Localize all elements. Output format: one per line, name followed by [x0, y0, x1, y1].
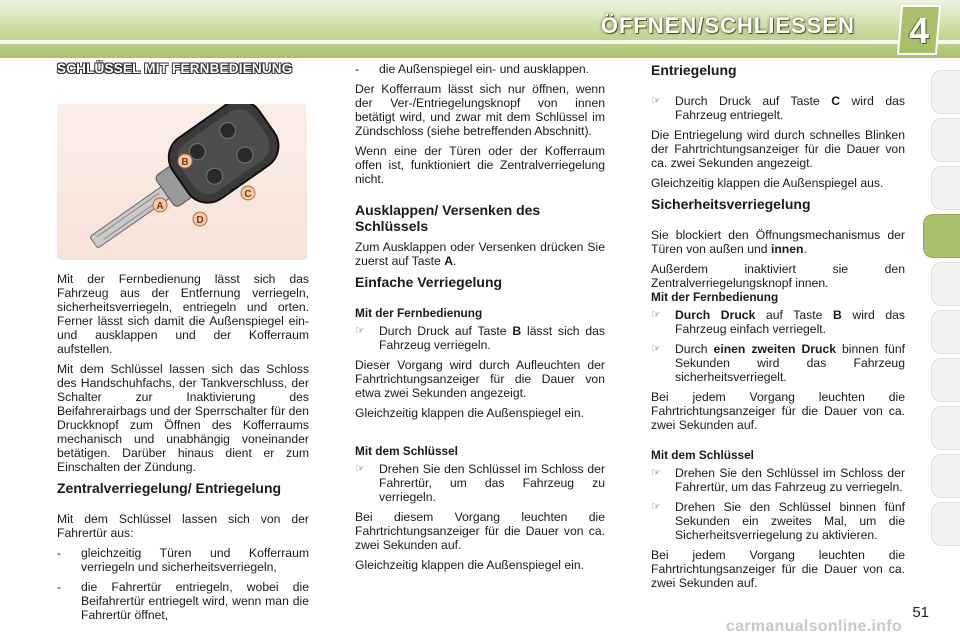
chapter-badge: [896, 4, 942, 56]
chapter-tab-9[interactable]: [931, 454, 960, 498]
list-item: ☞ Drehen Sie den Schlüssel im Schloss der Fahrertür, um das Fahrzeug zu verriegeln.: [355, 462, 605, 504]
chapter-tab-5[interactable]: [931, 262, 960, 306]
list-item: ☞ Durch Druck auf Taste B lässt sich das Fahrzeug verriegeln.: [355, 324, 606, 352]
figure-label-a: A: [156, 201, 164, 212]
list-item: - die Außenspiegel ein- und ausklappen.: [355, 62, 590, 76]
chapter-tab-4-active[interactable]: [923, 214, 960, 258]
fb-paragraph-2: Gleichzeitig klappen die Außenspiegel ein.: [355, 406, 585, 420]
hand-pointer-icon: ☞: [355, 325, 365, 337]
kofferraum-paragraph: Der Kofferraum lässt sich nur öffnen, wenn der Ver-/Entriegelungsknopf von innen betätigt wird, und zwar mit dem Schlüssel im Zündschloss (siehe betreffenden Abschnitt).: [355, 82, 605, 138]
ausklappen-heading: Ausklappen/ Versenken des Schlüssels: [355, 202, 541, 234]
sv-paragraph-1: Sie blockiert den Öffnungsmechanismus der Türen von außen und innen.: [651, 228, 905, 256]
hand-pointer-icon: ☞: [651, 343, 661, 355]
page-number: 51: [912, 604, 929, 621]
list-item: - die Fahrertür entriegeln, wobei die Beifahrertür entriegelt wird, wenn man die Fahrertür öffnet,: [57, 580, 309, 622]
chapter-tab-2[interactable]: [931, 118, 960, 162]
sv-paragraph-2: Außerdem inaktiviert sie den Zentralverriegelungsknopf innen.: [651, 262, 905, 290]
hand-pointer-icon: ☞: [651, 501, 661, 513]
hand-pointer-icon: ☞: [651, 309, 661, 321]
zv-note-paragraph: Wenn eine der Türen oder der Kofferraum offen ist, funktioniert die Zentralverriegelung nicht.: [355, 144, 605, 186]
fb-subheading: Mit der Fernbedienung: [355, 306, 483, 320]
watermark: carmanualsonline.info: [725, 618, 902, 635]
sv-schl-subheading: Mit dem Schlüssel: [651, 448, 754, 462]
header-stripe: [0, 40, 960, 44]
ausklappen-paragraph: Zum Ausklappen oder Versenken drücken Sie zuerst auf Taste A.: [355, 240, 605, 268]
fb-paragraph-1: Dieser Vorgang wird durch Aufleuchten der Fahrtrichtungsanzeiger für die Dauer von etwa zwei Sekunden angezeigt.: [355, 358, 605, 400]
sicherheit-heading: Sicherheitsverriegelung: [651, 196, 811, 212]
entr-paragraph-2: Gleichzeitig klappen die Außenspiegel aus.: [651, 176, 884, 190]
page-title: ÖFFNEN/SCHLIESSEN: [600, 13, 855, 38]
list-item: ☞ Durch Druck auf Taste B wird das Fahrzeug einfach verriegelt.: [651, 308, 905, 336]
schl-subheading: Mit dem Schlüssel: [355, 444, 458, 458]
chapter-tab-6[interactable]: [931, 310, 960, 354]
remote-key-illustration: [57, 104, 307, 260]
sv-paragraph-4: Bei jedem Vorgang leuchten die Fahrtrichtungsanzeiger für die Dauer von ca. zwei Sekunden auf.: [651, 548, 905, 590]
sv-paragraph-3: Bei jedem Vorgang leuchten die Fahrtrichtungsanzeiger für die Dauer von ca. zwei Sekunden auf.: [651, 390, 905, 432]
column-3: [651, 62, 905, 596]
list-item: ☞ Durch Druck auf Taste C wird das Fahrzeug entriegelt.: [651, 94, 905, 122]
zv-heading: Zentralverriegelung/ Entriegelung: [57, 480, 282, 496]
hand-pointer-icon: ☞: [355, 463, 365, 475]
chapter-number: 4: [908, 10, 930, 51]
chapter-tab-rail: [930, 70, 960, 570]
list-item: ☞ Drehen Sie den Schlüssel im Schloss der Fahrertür, um das Fahrzeug zu verriegeln.: [651, 466, 905, 494]
entr-paragraph-1: Die Entriegelung wird durch schnelles Blinken der Fahrtrichtungsanzeiger für die Dauer von ca. zwei Sekunden angezeigt.: [651, 128, 905, 170]
intro-paragraph-1: Mit der Fernbedienung lässt sich das Fahrzeug aus der Entfernung verriegeln, sicherheitsverriegeln, entriegeln und orten. Ferner lässt sich damit die Außenspiegel ein- und ausklappen und der Kofferraum aufstellen.: [57, 272, 309, 356]
column-2: [355, 62, 605, 578]
entriegelung-heading: Entriegelung: [651, 62, 737, 78]
list-item: ☞ Durch einen zweiten Druck binnen fünf Sekunden wird das Fahrzeug sicherheitsverriegelt.: [651, 342, 905, 384]
figure-label-b: B: [181, 157, 189, 168]
zv-text: Mit dem Schlüssel lassen sich von der Fahrertür aus:: [57, 512, 309, 540]
figure-label-d: D: [196, 215, 204, 226]
chapter-tab-7[interactable]: [931, 358, 960, 402]
list-item: - gleichzeitig Türen und Kofferraum verriegeln und sicherheitsverriegeln,: [57, 546, 309, 574]
schl-paragraph-2: Gleichzeitig klappen die Außenspiegel ein.: [355, 558, 585, 572]
sv-fb-subheading: Mit der Fernbedienung: [651, 290, 779, 304]
schl-paragraph-1: Bei diesem Vorgang leuchten die Fahrtrichtungsanzeiger für die Dauer von ca. zwei Sekunden auf.: [355, 510, 605, 552]
intro-paragraph-2: Mit dem Schlüssel lassen sich das Schloss des Handschuhfachs, der Tankverschluss, der Schalter zur Inaktivierung des Beifahrerairbags und der Sperrschalter für den Druckknopf zum Öffnen des Kofferraums mechanisch und unabhängig voneinander betätigen. Darüber hinaus dient er zum Einschalten der Zündung.: [57, 362, 309, 474]
chapter-tab-10[interactable]: [931, 502, 960, 546]
figure-label-c: C: [244, 189, 252, 200]
remote-key-icon: [57, 104, 307, 260]
chapter-tab-1[interactable]: [931, 70, 960, 114]
chapter-tab-3[interactable]: [931, 166, 960, 210]
section-title: SCHLÜSSEL MIT FERNBEDIENUNG: [57, 61, 293, 76]
einfache-heading: Einfache Verriegelung: [355, 274, 503, 290]
hand-pointer-icon: ☞: [651, 467, 661, 479]
list-item: ☞ Drehen Sie den Schlüssel binnen fünf Sekunden ein zweites Mal, um die Sicherheitsverriegelung zu aktivieren.: [651, 500, 905, 542]
chapter-tab-8[interactable]: [931, 406, 960, 450]
column-1: [57, 62, 309, 628]
hand-pointer-icon: ☞: [651, 95, 661, 107]
